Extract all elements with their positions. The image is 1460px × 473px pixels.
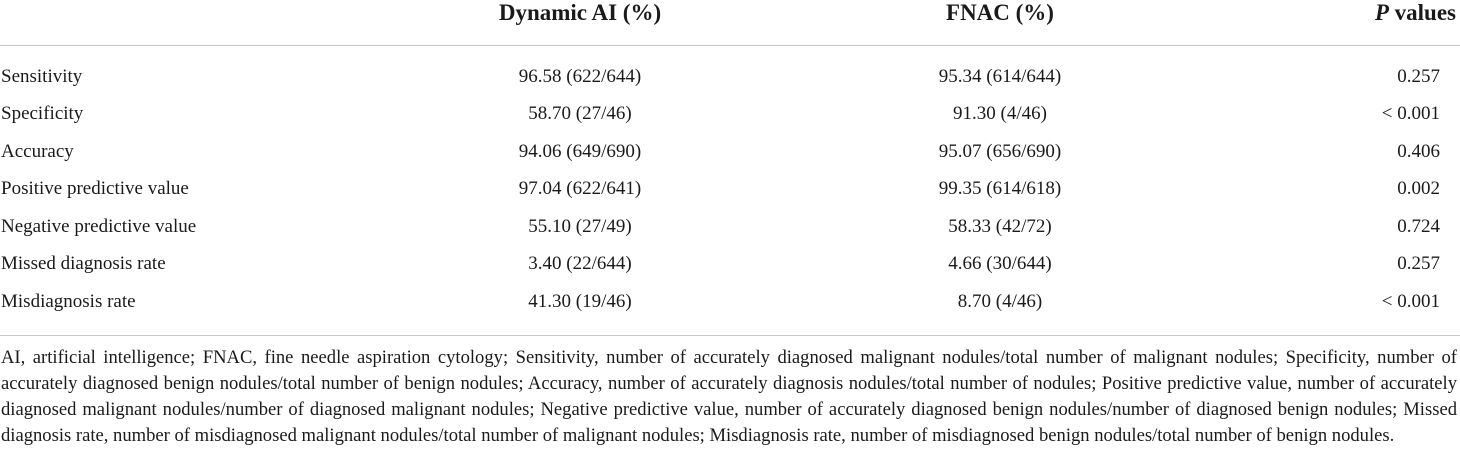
table-row	[0, 283, 1460, 335]
cell-fnac: 8.70 (4/46)	[740, 283, 1230, 335]
cell-p-value: 0.257	[1397, 253, 1440, 275]
row-label: Misdiagnosis rate	[0, 283, 300, 335]
table-footnote: AI, artificial intelligence; FNAC, fine needle aspiration cytology; Sensitivity, number of accurately diagnosed malignant nodules/total number of malignant nodules; Specificity, number of accurately diagnosed benign nodules/total number of benign nodules; Accuracy, number of accurately diagnosis nodules/total number of nodules; Positive predictive value, number of accurately diagnosed malignant nodules/number of diagnosed malignant nodules; Negative predictive value, number of accurately diagnosed benign nodules/number of diagnosed benign nodules; Missed diagnosis rate, number of misdiagnosed malignant nodules/total number of malignant nodules; Misdiagnosis rate, number of misdiagnosed benign nodules/total number of benign nodules.	[1, 347, 1457, 446]
cell-dynamic-ai: 97.04 (622/641)	[518, 178, 642, 200]
cell-fnac: 99.35 (614/618)	[938, 178, 1062, 200]
cell-p-value: < 0.001	[1230, 283, 1460, 335]
header-metric	[0, 0, 300, 46]
header-p-values	[1230, 0, 1460, 46]
cell-p-value: 0.406	[1397, 140, 1440, 162]
cell-p-value: 0.257	[1397, 65, 1440, 87]
table-row	[0, 246, 1460, 284]
row-label: Sensitivity	[1, 65, 83, 87]
header-fnac: FNAC (%)	[740, 0, 1230, 46]
row-label: Accuracy	[1, 140, 74, 162]
table-row	[0, 171, 1460, 209]
cell-fnac: 58.33 (42/72)	[948, 215, 1052, 237]
cell-dynamic-ai: 94.06 (649/690)	[518, 140, 642, 162]
cell-dynamic-ai: 41.30 (19/46)	[300, 283, 740, 335]
row-label: Negative predictive value	[1, 215, 197, 237]
table-row	[0, 208, 1460, 246]
cell-dynamic-ai: 58.70 (27/46)	[528, 103, 632, 125]
cell-fnac: 95.07 (656/690)	[938, 140, 1062, 162]
header-dynamic-ai: Dynamic AI (%)	[300, 0, 740, 46]
cell-dynamic-ai: 96.58 (622/644)	[518, 65, 642, 87]
table-row	[0, 46, 1460, 96]
header-p-letter: P	[1374, 0, 1389, 25]
cell-p-value: 0.724	[1397, 215, 1440, 237]
cell-dynamic-ai: 55.10 (27/49)	[528, 215, 632, 237]
cell-p-value: 0.002	[1397, 178, 1440, 200]
cell-fnac: 91.30 (4/46)	[953, 103, 1047, 125]
cell-fnac: 95.34 (614/644)	[938, 65, 1062, 87]
table-header-row	[0, 0, 1460, 46]
row-label: Specificity	[1, 103, 84, 125]
table-row	[0, 96, 1460, 134]
cell-fnac: 4.66 (30/644)	[948, 253, 1052, 275]
header-values-word: values	[1388, 0, 1456, 25]
cell-p-value: < 0.001	[1381, 103, 1440, 125]
cell-dynamic-ai: 3.40 (22/644)	[528, 253, 632, 275]
row-label: Missed diagnosis rate	[1, 253, 166, 275]
table-row	[0, 133, 1460, 171]
row-label: Positive predictive value	[1, 178, 189, 200]
